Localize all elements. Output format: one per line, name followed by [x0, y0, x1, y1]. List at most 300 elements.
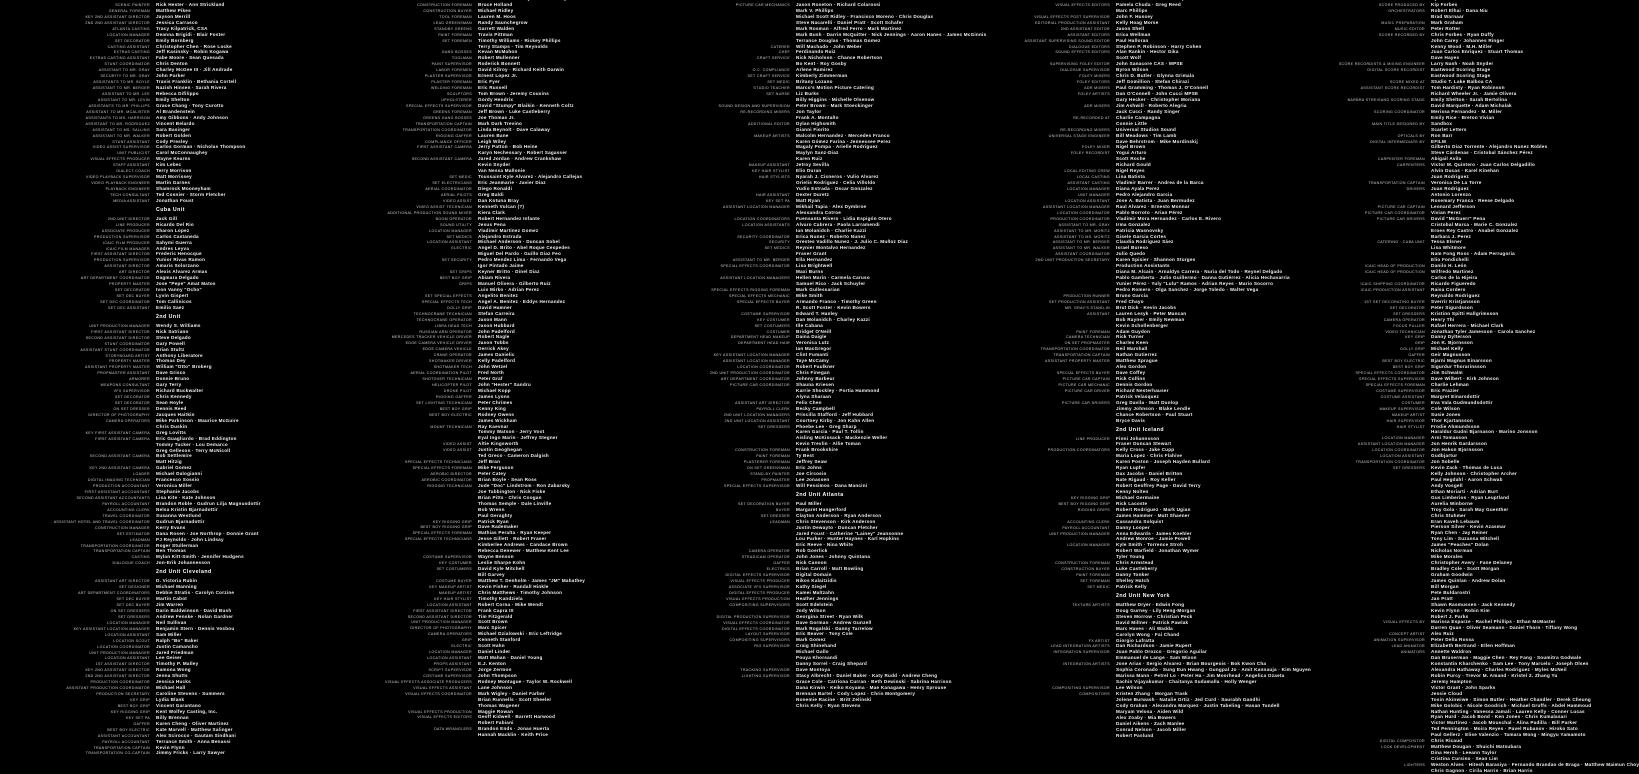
credit-role: LAYOUT SUPERVISOR	[745, 632, 790, 637]
credit-name: Darren Quan · Oliver Seamann · Daniel Thorn · Tiffany Wong	[1431, 625, 1578, 631]
credit-role: PRODUCTION COORDINATOR	[1050, 216, 1110, 221]
credit-name: Kristinn Spitti Hallgrimsson	[1431, 310, 1499, 316]
credit-name: David Hamner	[478, 304, 512, 310]
credit-name: Vladimir Martinez Gomez	[478, 227, 539, 233]
credit-name: Shelley Hatch	[1116, 578, 1150, 583]
credit-role: BEST BOY GRIP	[117, 703, 150, 708]
credit-name: Toussaint Kyle Alvarez · Alejandro Callejas	[478, 174, 583, 180]
credit-role: BOOM OPERATOR	[435, 216, 472, 221]
credit-name: Gary Hecker · Christopher Moriana	[1116, 96, 1201, 102]
credit-name: Nicholas Norman	[1431, 548, 1473, 554]
credit-role: TRANSPORTATION COORDINATOR	[1040, 347, 1110, 352]
credit-role: TECHNOCRANE OPERATOR	[416, 317, 472, 322]
credit-name: Michael Kelly	[1431, 346, 1464, 352]
credit-role: 2ND 2ND ASSISTANT DIRECTOR	[85, 20, 150, 25]
credit-name: Courtney Kirby · Jon Kahn Allen	[796, 417, 875, 423]
credit-name: Jared Friedman	[156, 649, 194, 655]
credit-name: Timothy Williams · Rickey Phillips	[478, 37, 561, 43]
credit-name: Dax Jacobs · Daniel Britton	[1116, 471, 1183, 477]
credit-name: Ty Best	[796, 453, 815, 459]
credit-name: Steve Cárdenas · Cristobal Sánchez Pérez	[1431, 150, 1533, 156]
credit-name: Susanna Westlund	[156, 512, 202, 518]
credit-name: Lane Johnson	[478, 684, 513, 690]
credit-role: KEY ASSISTANT LOCATION MANAGER	[713, 353, 790, 358]
credit-name: Emily Rice · Breton Vivian	[1431, 114, 1495, 120]
credit-role: SET DRESSERS	[118, 614, 150, 619]
credit-name: Victor Martinez · Jacob Mouschal · Alina Padilla · Bill Parker	[1431, 720, 1578, 726]
credit-role: WEAPONS CONSULTANT	[100, 383, 150, 388]
credit-role: ASSISTANTS TO MR. BOYLE	[93, 80, 150, 85]
credit-role: LEADMAN	[130, 537, 150, 542]
credit-role: SPECIAL EFFECTS COORDINATOR	[720, 264, 790, 269]
credit-name: Eroes Rey Castro · Anabel Gonzalez	[1431, 227, 1519, 233]
credit-name: Gianni Fiorito	[796, 126, 830, 132]
credit-name: Paul Hegdahl · Aaron Schwab	[1431, 476, 1503, 482]
credit-role: SET MEDIC	[767, 80, 790, 85]
credit-name: Van Nessa Mallonie	[478, 168, 526, 174]
credit-role: CRAFT SERVICE	[756, 56, 790, 61]
credit-name: Danny Looper	[1116, 524, 1150, 530]
credit-name: Stephen P. Robinson · Harry Cohen	[1116, 43, 1202, 49]
credit-role: RIG SUPERVISOR	[754, 644, 790, 649]
credit-role: UNIT PRODUCTION MANAGER	[411, 620, 472, 625]
credit-name: Ryan Chen · Jay Reiner	[1431, 530, 1488, 536]
credit-name: Mark Bush · Darrin McQuitter · Nick Jennings · Aaron Hanes · James McGinnis	[796, 31, 987, 37]
credit-role: LEAD ANIMATOR	[1391, 644, 1425, 649]
credit-name: Frank Capra III	[478, 607, 514, 613]
credit-name: Orestes Vadillo Nunez · J. Julio C. Muñoz Díaz	[796, 239, 909, 245]
credit-role: SET DEC BUYER	[116, 603, 150, 607]
credit-name: Steve Nacarelli · Daniel Pratt · Scott Schafer	[796, 19, 904, 25]
credit-name: John Parker	[156, 73, 186, 79]
credit-name: E.J. Kenton	[478, 661, 507, 666]
credit-name: Jason Tubbs	[478, 340, 509, 346]
credit-name: Rick Lacoste	[1116, 500, 1148, 506]
credit-role: PICTURE CAR MECHANICS	[735, 2, 790, 7]
credit-name: Rick Collins	[1116, 376, 1146, 381]
credit-name: Kip Forbes	[1431, 1, 1458, 7]
credit-role: DOLLY GRIP	[447, 305, 472, 310]
credit-name: Pamela Chuda · Greg Reed	[1116, 1, 1181, 7]
credit-role: TRANSPORTATION COORDINATOR	[402, 127, 472, 132]
credit-name: Martin Garnes	[156, 180, 191, 186]
credit-name: Charlie Lehman	[1431, 381, 1469, 387]
credit-name: Georgina Street · Ryan Wilk	[796, 613, 864, 619]
credit-name: Dave Hayes	[1431, 55, 1460, 61]
credit-role: FOLEY EDITORS	[1076, 80, 1110, 85]
credit-name: Wayne Benson	[478, 554, 514, 560]
credit-role: KEY 2ND ASSISTANT DIRECTOR	[85, 668, 150, 673]
credit-name: Adam Guydon	[1116, 328, 1151, 334]
credit-role: ASSISTANT CASTING	[1067, 181, 1110, 186]
credit-role: LOCATION COORDINATOR	[1372, 448, 1425, 453]
credit-name: Gisele Garcia Cortes	[1116, 233, 1167, 239]
credit-role: CONSTRUCTION FOREMAN	[1055, 561, 1110, 566]
credit-name: Conrad Nelson · Jacob Miller	[1116, 726, 1187, 732]
credit-role: SET DECORATOR	[1389, 305, 1425, 310]
credit-role: TRANSPORTATION COORDINATOR	[80, 543, 150, 548]
credit-role: KEY GRIP	[1405, 335, 1425, 340]
credit-name: Margret Einarsdottir	[1431, 393, 1480, 399]
credit-role: EDITORIAL PRODUCTION ASSISTANT	[1035, 20, 1110, 25]
credit-name: Timothy Kandziela	[478, 595, 523, 601]
credit-name: Frederic Henocque	[156, 251, 202, 257]
credit-role: ASSISTANT TO MR. GRAY	[98, 68, 150, 73]
credit-role: ASSISTANT TO MR. BERGER	[92, 86, 150, 91]
credit-name: Nick Nicholson · Chance Robertson	[796, 55, 883, 61]
credit-name: Miguel Del Pardo · Guillo Diaz Feo	[478, 251, 562, 257]
credit-role: SOUND EFFECTS EDITORS	[1055, 50, 1110, 55]
credit-name: Robert Elhai · Dana Niu	[1431, 7, 1488, 13]
credit-name: Peter Brown · Mark Stoeckinger	[796, 102, 873, 108]
credit-role: ICAIC HEAD OF PRODUCTION	[1364, 270, 1425, 275]
credit-name: Susie Jones	[1431, 411, 1461, 417]
credit-name: Patricia Wasnovsky	[1116, 227, 1164, 233]
credit-name: Michael Gallo	[796, 649, 829, 655]
credit-name: Erica Wellman	[1116, 31, 1151, 37]
credit-name: John F. Hussey	[1116, 13, 1153, 19]
credit-name: Fred North	[478, 370, 504, 376]
credit-name: Darin Baldwinson · David Bush	[156, 607, 232, 613]
credit-name: Kimberlee Andrews · Candace Brown	[478, 542, 568, 548]
credit-name: Lou Parker · Hunter Haynes · Karl Hopkins	[796, 536, 900, 542]
credit-role: TRANSPORTATION CAPTAIN	[93, 745, 150, 750]
credit-name: Altie Kingsworth	[478, 441, 519, 447]
credit-role: SET FOREMEN	[442, 38, 472, 43]
credit-name: Mark Rogalski · Danny Tarrelow	[796, 625, 873, 631]
credit-name: Charlie Campagna	[1116, 114, 1161, 120]
credit-role: ELECTRIC	[451, 246, 472, 251]
credit-name: Giorgio Lafratta	[1116, 637, 1155, 643]
credit-role: SPECIAL EFFECTS SUPERVISOR	[1358, 377, 1425, 381]
credit-name: Jason Hubbard	[478, 322, 515, 328]
credit-name: Rebecca Denewer · Matthew Kent Lee	[478, 548, 569, 554]
credit-role: FOLEY RECORDIST	[1070, 151, 1110, 156]
credit-row	[0, 750, 261, 756]
credit-role: SET DEC BUYER	[116, 294, 150, 298]
credit-name: Matt Hitzig	[156, 459, 182, 465]
credit-name: Ben Thomas	[156, 548, 187, 554]
credit-name: Heather Jennings	[796, 595, 839, 601]
credit-role: COSTUME ASSISTANT	[1380, 394, 1425, 399]
credit-name: Vincent Garantano	[156, 702, 202, 708]
credit-role: ASSISTANT HOTEL AND TRAVEL COORDINATOR	[53, 519, 150, 524]
credit-name: Yunier Pérez · Yuly "Lulu" Ramos · Adrian Reyes · Mario Socorro	[1116, 281, 1274, 286]
credit-role: ASSISTANT ART DIRECTOR	[735, 400, 790, 405]
credit-name: Christopher Avery · Fane Delaney	[1431, 560, 1513, 566]
credit-role: MR. GRAY'S STAND-IN	[1065, 305, 1110, 310]
credit-name: Alex Zoaby · Mia Bowers	[1116, 714, 1176, 720]
credit-role: BARBRA STREISAND SCORING STAGE	[1347, 97, 1425, 102]
credit-name: Liz Burks	[796, 91, 819, 96]
credit-name: R. Scott Foster · Kevin Bowers	[796, 304, 871, 310]
credit-role: STORYBOARD ARTIST	[105, 353, 150, 358]
credit-name: Dan O'Connell · John Cucci MPSE	[1116, 91, 1199, 96]
credit-role: SET DECORATOR	[114, 288, 150, 293]
credit-name: Charles Keen	[1116, 340, 1149, 346]
credit-name: Michael Dalogianni	[156, 471, 203, 477]
credit-name: Jimmy Johnson · Blake Lendle	[1116, 405, 1191, 411]
credit-name: Jeff Kasinsky · Robin Kogawa	[156, 49, 229, 55]
credit-role: SET MEDIC	[449, 175, 472, 180]
credit-name: Scott Brown	[478, 619, 508, 625]
credit-role: VFX SUPERVISOR	[113, 389, 150, 394]
credit-name: Bruno Garcia	[1116, 292, 1149, 298]
credit-name: Mark V. Phillips	[796, 7, 834, 13]
credit-role: ASSISTANT PROPERTY MASTER	[85, 365, 150, 370]
credit-name: Wilfredo Martinez	[1431, 269, 1474, 275]
credit-name: Chris Denton	[156, 61, 188, 67]
credit-name: Kenny Wood · M.H. Miller	[1431, 43, 1493, 49]
credit-name: Vladimir Barrer · Andrea de la Barca	[1116, 180, 1204, 186]
credit-name: Bill Meadows · Tim Lamb	[1116, 132, 1177, 138]
credit-role: ORCHESTRATORS	[1388, 8, 1425, 13]
credit-role: ASSISTANT LOCATION MANAGER	[722, 204, 790, 209]
credit-name: Sam Miller	[156, 631, 182, 637]
credit-role: MAKEUP SUPERVISOR	[1379, 406, 1425, 411]
credit-name: Eric Beaver · Tony Cole	[796, 631, 853, 637]
credit-name: Pablo Gamberta · Julio Guillermo · Danna Gutiérrez · Alicia Hechavarria	[1116, 275, 1290, 281]
credit-name: EFILM	[1431, 138, 1447, 144]
credit-name: Lauren Bane	[478, 132, 509, 138]
credit-role: VISUAL EFFECTS POST SUPERVISOR	[1034, 14, 1110, 19]
credit-name: Brian Carroll · Matt Bowling	[796, 566, 864, 572]
credit-name: Jeff Gomillion · Stefan Chirazi	[1116, 79, 1190, 85]
credit-name: Fabe Moore · Sean Quesada	[156, 55, 224, 61]
credit-name: Robert Hernandez Infante	[478, 215, 540, 221]
credit-role: LINE PRODUCER	[115, 222, 150, 227]
credit-role: SET DEC COORDINATOR	[100, 299, 150, 304]
credit-name: Ryan Hurd · Jacob Bond · Ken Jones · Chris Kumalasari	[1431, 714, 1568, 720]
credit-name: Nick Cannon	[796, 560, 827, 566]
credit-name: Angel D. Brito · Abel Roque Cespedes	[478, 245, 571, 251]
credit-role: PICTURE CAR CAPTAIN	[1377, 204, 1425, 209]
credit-role: SECOND ASSISTANT CAMERA	[89, 454, 150, 459]
credit-role: ICAIC PRODUCTION ASSISTANT	[1360, 287, 1425, 292]
credit-column-2	[322, 0, 585, 738]
credit-name: Jason Mann	[478, 316, 508, 322]
credit-role: SPECIAL EFFECTS SUPERVISOR	[723, 483, 790, 488]
credit-role: ASSISTANT LOCATION MANAGERS	[720, 276, 790, 281]
credit-name: Danny Dylterson	[1431, 334, 1472, 340]
credit-row	[322, 732, 585, 738]
credit-name: Tom Hardisty · Ryan Robinson	[1431, 85, 1505, 91]
credit-name: Jack Cucci · Randy Singer	[1116, 108, 1180, 114]
credit-name: Jason Roseton · Richard Colarossi	[796, 1, 881, 7]
credit-role: KEY GRIP	[130, 698, 150, 702]
credit-role: 2ND ASSISTANT EDITOR	[1060, 26, 1110, 31]
credit-role: GRIP	[1414, 341, 1425, 346]
credit-role: RIGGING GAFFER	[435, 394, 472, 399]
credit-name: Mark Gomez	[796, 637, 826, 643]
credit-name: Kevin Trevlin · Allie Toman	[796, 441, 861, 447]
credit-name: Reynaldo Rodriguez	[1431, 292, 1480, 298]
credit-role: LEADMAN	[770, 519, 790, 524]
credit-role: SOUND DESIGN AND SUPERVISION	[718, 103, 790, 108]
credit-name: Yudio Estrada · Oscar Gonzalez	[796, 186, 873, 191]
credit-name: Debbie Stratis · Carolyn Corzine	[156, 590, 235, 596]
credit-role: ASSISTANT TO MR. MORITZ	[1054, 228, 1110, 233]
credit-name: David "McGuerr" Pena	[1431, 215, 1486, 221]
credit-name: Edward T. Hanley	[796, 310, 838, 316]
credit-name: Eric Johns	[796, 465, 822, 471]
credit-name: Alex Ruiz	[1431, 631, 1454, 637]
credit-role: STUDIO TEACHER	[753, 86, 790, 91]
credit-role: SET DEC ASSISTANT	[108, 305, 150, 310]
credit-role: FIRST ASSISTANT CAMERA	[417, 145, 472, 150]
credit-name: Kelly Johnson · Christopher Archer	[1431, 471, 1517, 476]
credit-role: SPECIAL EFFECTS FOREMAN	[1365, 382, 1425, 387]
credit-role: STUNT COORDINATOR	[104, 62, 150, 67]
credit-name: Amy Gibbons · Andy Johnson	[156, 114, 229, 120]
credit-name: Donnie Bruno	[156, 376, 190, 382]
credit-name: Tommy Tucker · Lou Demarco	[156, 441, 228, 447]
credit-role: ADDITIONAL PRODUCTION SOUND MIXER	[387, 210, 472, 215]
credit-name: Kenneth Vulcan (?)	[478, 203, 525, 209]
credit-name: Pedro Mendez Lima · Fernando Vega	[478, 257, 567, 263]
credit-role: ASSISTANT SCORE RECORDIST	[1360, 86, 1425, 91]
credit-name: Brian Boyle · Sean Ross	[478, 476, 537, 482]
credit-name: Tom Brown · Jeremy Cousins	[478, 91, 549, 96]
credit-role: ARMORER	[129, 377, 150, 382]
credit-name: Veronica Miller	[156, 483, 193, 489]
credit-name: Danny Tonker	[1116, 572, 1150, 578]
credit-role: CONSTRUCTION FOREMAN	[735, 448, 790, 453]
credit-name: Juan Pablo Orozco · Gregorio Aguilar	[1116, 649, 1208, 655]
credit-name: Finni Johannsson	[1116, 435, 1160, 441]
credit-name: Patrick Ryan	[478, 518, 509, 524]
credit-name: Lisa Brightwell	[796, 263, 833, 269]
credit-name: Chris Kelly · Ryan Stevens	[796, 702, 861, 708]
credit-name: Brandon Roble · Gudrun Lilja Magnusdottir	[156, 500, 261, 506]
credit-role: VISUAL EFFECTS PRODUCTION	[726, 596, 790, 601]
credit-role: DIALOGUE EDITORS	[1068, 44, 1110, 49]
credit-name: Joe Thomas Jr.	[478, 114, 515, 120]
credit-role: ELECTRICS	[766, 567, 790, 572]
credit-name: Diego Ronaldi	[478, 186, 513, 191]
credit-name: Cole Wilson	[1431, 405, 1460, 411]
credit-role: KEY MAKEUP ARTIST	[429, 584, 472, 589]
credit-role: LOCATION ASSISTANT	[1380, 454, 1425, 459]
credit-name: Gus Limberios · Ryan Leuptland	[1431, 494, 1510, 500]
credit-name: Martin Cabot	[156, 596, 188, 602]
credit-name: Malcolm Hernandez · Mercedes Franco	[796, 132, 890, 138]
credit-name: Sigurdur Thorarinsson	[1431, 364, 1487, 370]
credit-role: WELDING FOREMAN	[431, 86, 472, 91]
credit-name: James Danielic	[478, 352, 515, 358]
credit-name: Garrett Walden	[478, 25, 515, 31]
credit-role: EDGE CAMERA VEHICLE DRIVER	[405, 341, 472, 346]
credit-name: Bruce Holland	[478, 1, 513, 7]
credit-role: SPECIAL EFFECTS MECHANIC	[729, 293, 790, 298]
credit-name: Angelito Benitez	[478, 292, 518, 298]
credit-name: Jeremy Hampton	[1431, 678, 1472, 684]
credit-role: ART DIRECTOR	[119, 270, 150, 275]
credit-name: Kenneth Stanford	[478, 637, 521, 643]
credit-role: ASSISTANTS TO MS. HARRISON	[85, 115, 150, 120]
credit-name: Ella Hernandez	[796, 257, 833, 263]
credit-name: Nate Rigaud · Roy Keller	[1116, 477, 1176, 483]
credit-role: TRACKING SUPERVISOR	[740, 668, 790, 673]
credit-role: EXTRAS CASTING	[113, 50, 150, 55]
credit-name: Robert Geoffrey Page · David Terry	[1116, 483, 1201, 488]
credit-name: Jesus Pena	[478, 221, 506, 227]
credit-role: VIDEO ASSIST	[443, 198, 472, 203]
credit-name: Jimmy Fricks · Larry Sawyer	[156, 750, 226, 756]
credit-name: Ramona Wong	[156, 667, 191, 673]
credit-name: Sachin Vijayakumar · Chaitanya Sudamalla · Holly Wenger	[1116, 679, 1257, 685]
credit-role: UNIT PUBLICIST	[117, 151, 150, 156]
credit-role: CASTING	[131, 555, 150, 560]
credit-name: Kelly Padelford	[478, 358, 516, 364]
credit-name: Paul Gellerz · Elise Valenzio · Tamara Wong · Mingyu Yamamoto	[1431, 732, 1586, 738]
credit-role: PROPS ASSISTANT	[433, 662, 472, 666]
credit-name: Juan Rodriguez	[1431, 174, 1469, 180]
credit-name: Grace Chang · Tony Curotto	[156, 102, 224, 108]
credit-name: Graham Goodwin	[1431, 571, 1473, 577]
credit-name: Irma Gonzalez	[1116, 221, 1151, 227]
credit-role: GANG BOSSES	[441, 50, 472, 55]
credit-name: Pierson Silver · Kevin Azasmar	[1431, 524, 1506, 530]
credit-name: Nathan Gutierrez	[1116, 352, 1158, 358]
credit-name: Timothy P. Malley	[156, 661, 199, 667]
credit-name: Bill Garvey	[478, 571, 505, 577]
credit-role: SET DEC BUYER	[116, 597, 150, 602]
credit-name: Lauren M. Hoos	[478, 13, 516, 19]
credit-name: Tim Fitzgerald	[478, 613, 513, 619]
credit-name: Konstantin Kharchenko · Sam Lee · Tony Marcelo · Joseph Olsen	[1431, 661, 1589, 666]
credit-name: Dan Bruserman · Maggie Chen · Rey Fang · Soumitra Godwale	[1431, 655, 1582, 661]
credit-name: Neil Sullivan	[156, 619, 187, 625]
credit-role: SET PRODUCTION ASSISTANT	[1049, 299, 1110, 304]
credit-name: Chris Ricaud	[1431, 738, 1463, 744]
credit-name: Dina Hersh · Leeann Taylor	[1431, 750, 1497, 756]
credit-role: VISUAL EFFECTS EDITORS	[417, 715, 472, 720]
credit-name: Robert Faulkner	[796, 364, 835, 370]
credit-name: Chris Finegan	[796, 370, 830, 376]
credit-name: Chris Matthews · Timothy Johnson	[478, 589, 563, 595]
credit-name: Michael Hall	[156, 685, 186, 691]
credit-name: Terrance Douglas · Thomas Gomez	[796, 37, 881, 43]
credit-name: Jon Sobelle	[1431, 459, 1460, 465]
credit-name: Paul Geraghty	[478, 512, 513, 518]
credit-role: SET DECORATOR	[114, 401, 150, 405]
credit-name: Dan Molanidch · Charley Kazzi	[796, 316, 870, 322]
credit-name: Stacy Albrecht · Daniel Baker · Katy Rudd · Andrew Cheng	[796, 673, 938, 678]
credit-name: Leonard Jefferson	[1431, 203, 1476, 209]
credit-name: Jayson Merrill	[156, 13, 191, 19]
credit-name: Brennan Bartel · Cody Lopez · Chris Montgomery	[796, 690, 916, 696]
credit-role: LOCATION SCOUT	[113, 638, 150, 643]
credit-name: Ille Cabana	[796, 322, 824, 328]
section-heading: 2nd Unit Cleveland	[156, 569, 212, 576]
credit-role: 2ND UNIT LOCATION MANAGERS	[723, 412, 790, 417]
credit-name: Alvin Ducas · Karel Kinehan	[1431, 168, 1500, 174]
credit-role: 1ST ASSISTANT DIRECTOR	[95, 662, 150, 667]
credit-name: Mike Ferguson	[478, 465, 514, 471]
credit-name: Jenna Shutts	[156, 673, 188, 679]
credit-role: MAKEUP ARTIST	[1391, 412, 1425, 417]
credit-name: Frodie Ahmundsson	[1431, 423, 1480, 429]
credit-name: Dave Coffey	[1116, 370, 1146, 376]
credit-role: ANIMATION SUPERVISOR	[1373, 638, 1425, 643]
credit-role: COMPOSITORS	[1079, 691, 1110, 696]
credit-name: Jim Schwalm	[1431, 370, 1463, 376]
credit-name: Samuel Rico · Jack Schuyler	[796, 281, 866, 286]
credit-role: VISUAL EFFECTS PRODUCER	[90, 157, 150, 162]
credit-name: Will Fessimos · Dana Mancini	[796, 482, 868, 488]
credit-role: VISUAL EFFECTS EDITORS	[1055, 2, 1110, 7]
